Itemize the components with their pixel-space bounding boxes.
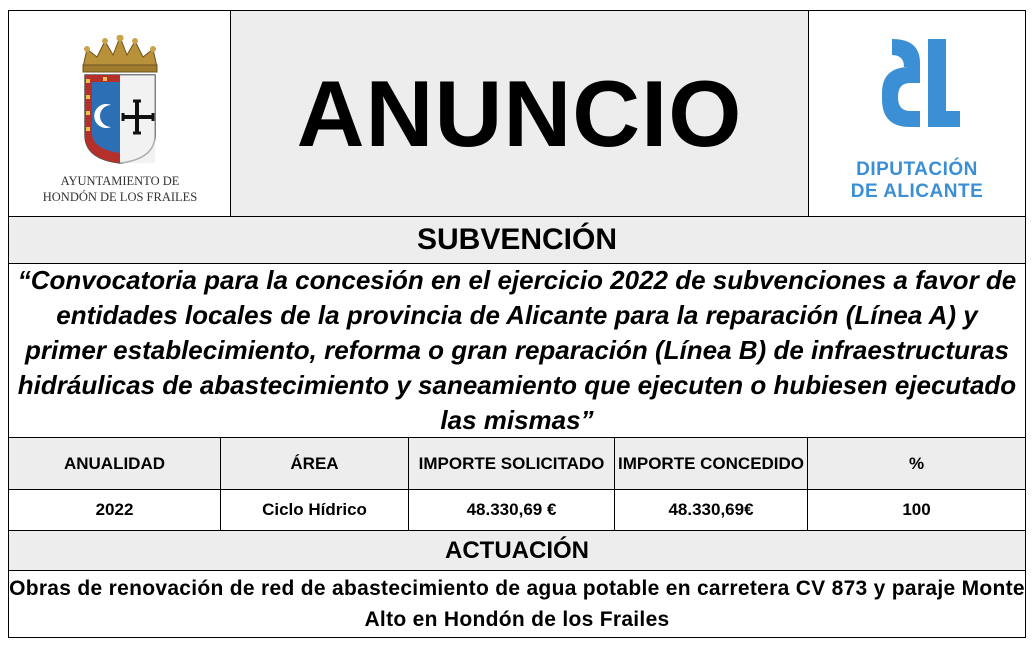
diputacion-name-line2: DE ALICANTE — [850, 181, 984, 202]
page-title: ANUNCIO — [296, 60, 743, 166]
section-title-subvencion: SUBVENCIÓN — [9, 217, 1025, 264]
ayuntamiento-name-line2: HONDÓN DE LOS FRAILES — [42, 190, 198, 204]
cell-importe-solicitado: 48.330,69 € — [409, 490, 615, 530]
header-anualidad: ANUALIDAD — [9, 438, 221, 489]
diputacion-logo-cell — [809, 11, 1025, 217]
ayuntamiento-name-line1: AYUNTAMIENTO DE — [60, 174, 180, 188]
announcement-frame — [8, 10, 1026, 638]
diputacion-logo-icon — [862, 37, 972, 153]
header-importe-concedido: IMPORTE CONCEDIDO — [615, 438, 808, 489]
title-cell — [231, 11, 809, 217]
table-header-row — [9, 438, 1025, 490]
coat-of-arms-icon — [77, 35, 163, 165]
cell-importe-concedido: 48.330,69€ — [615, 490, 808, 530]
actuacion-description: Obras de renovación de red de abastecimiento de agua potable en carretera CV 873 y paraje Monte Alto en Hondón de los Frailes — [9, 577, 1025, 631]
header-percent: % — [908, 453, 925, 473]
cell-percent: 100 — [902, 500, 931, 519]
header-area: ÁREA — [221, 438, 409, 489]
table-row — [9, 490, 1025, 531]
cell-anualidad: 2022 — [9, 490, 221, 530]
convocatoria-text: “Convocatoria para la concesión en el ejercicio 2022 de subvenciones a favor de entidades locales de la provincia de Alicante para la reparación (Línea A) y primer establecimiento, reforma o gran reparación (Línea B) de infraestructuras hidráulicas de abastecimiento y saneamiento que ejecuten o hubiesen ejecutado las mismas” — [9, 264, 1025, 438]
diputacion-name-line1: DIPUTACIÓN — [856, 159, 978, 180]
cell-area: Ciclo Hídrico — [221, 490, 409, 530]
ayuntamiento-logo-cell — [9, 11, 231, 217]
header-importe-solicitado: IMPORTE SOLICITADO — [409, 438, 615, 489]
section-title-actuacion: ACTUACIÓN — [9, 531, 1025, 571]
